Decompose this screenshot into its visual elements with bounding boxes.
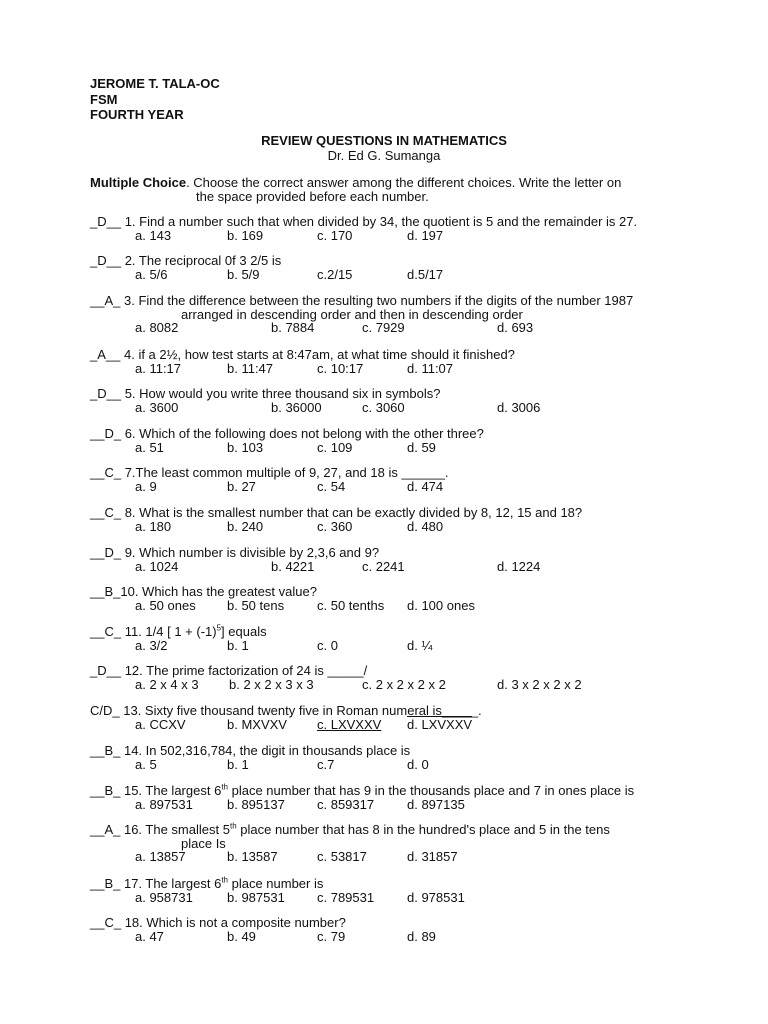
option-b: b. 987531 [227,889,285,905]
option-c: c.7 [317,756,335,772]
option-c: c.2/15 [317,266,353,282]
answer-blank: _D__ 2. [90,253,136,268]
option-d: d. LXVXXV [407,716,473,732]
option-c: c. 50 tenths [317,597,385,613]
document-title [0,133,768,163]
option-b: b. 169 [227,227,264,243]
option-a: a. 5 [135,756,157,772]
student-school: FSM [90,91,118,107]
question-stem [90,546,710,560]
question-stem [90,625,710,639]
question-text: Which has the greatest value? [138,584,317,599]
option-a: a. 2 x 4 x 3 [135,676,199,692]
question-text-cont: place Is [181,835,226,851]
answer-blank: __A_ 16. [90,822,143,837]
page-title: REVIEW QUESTIONS IN MATHEMATICS [261,133,507,148]
option-b: b. 240 [227,518,264,534]
question-17 [90,877,710,905]
option-d: d. 100 ones [407,597,475,613]
option-d: d. ¼ [407,637,433,653]
option-d: d. 3 x 2 x 2 x 2 [497,676,582,692]
superscript: th [221,782,228,792]
question-text: The prime factorization of 24 is _____/ [142,663,368,678]
option-d: d. 3006 [497,399,541,415]
question-text-cont: place number that has 8 in the hundred's place and 5 in the tens [236,822,610,837]
question-8 [90,506,710,534]
option-d: d. 897135 [407,796,465,812]
question-text-cont: place number that has 9 in the thousands place and 7 in ones place is [227,783,635,798]
option-c: c. 0 [317,637,338,653]
option-c: c. 360 [317,518,353,534]
option-b: b. 36000 [271,399,322,415]
option-c: c. 79 [317,928,346,944]
question-stem [90,784,710,798]
question-stem [90,664,710,678]
question-text: The least common multiple of 9, 27, and 18 is ______. [135,465,449,480]
answer-blank: _D__ 12. [90,663,143,678]
option-d: d. 1224 [497,558,541,574]
answer-options [90,520,710,534]
option-a: a. 11:17 [135,360,182,376]
option-d: d. 693 [497,320,534,335]
answer-blank: __B_ 17. [90,876,143,891]
option-c: c. 10:17 [317,360,364,376]
question-text: if a 2½, how test starts at 8:47am, at what time should it finished? [134,347,515,362]
answer-options [90,891,710,905]
option-c: c. 2241 [362,558,405,574]
answer-options [90,798,710,812]
option-b: b. 1 [227,756,249,772]
option-a: a. 3600 [135,399,179,415]
option-d: d.5/17 [407,266,444,282]
option-a: a. 958731 [135,889,193,905]
option-b: b. MXVXV [227,716,287,732]
answer-blank: __B_10. [90,584,139,599]
question-6 [90,427,710,455]
answer-blank: __C_ 11. [90,624,142,639]
option-b: b. 103 [227,439,264,455]
answer-options [90,401,710,415]
option-c: c. 7929 [362,320,405,335]
answer-options [90,229,710,243]
question-9 [90,546,710,574]
question-text-cont: place number is [227,876,324,891]
option-a: a. 51 [135,439,164,455]
option-a: a. 897531 [135,796,193,812]
question-text: In 502,316,784, the digit in thousands place is [142,743,411,758]
question-text: The largest 6 [142,783,222,798]
question-text: How would you write three thousand six in symbols? [135,386,441,401]
answer-options [90,441,710,455]
option-d: d. 480 [407,518,444,534]
superscript: th [229,821,237,831]
question-15 [90,784,710,812]
option-d: d. 59 [407,439,436,455]
question-text: The reciprocal 0f 3 2/5 is [135,253,282,268]
option-a: a. CCXV [135,716,186,732]
question-stem [90,466,710,480]
question-stem [90,744,710,758]
answer-blank: __C_ 18. [90,915,143,930]
option-c: c. 170 [317,227,353,243]
answer-blank: __D_ 6. [90,426,136,441]
instructions [90,176,690,204]
option-b: b. 11:47 [227,360,274,376]
answer-options [90,758,710,772]
question-stem [90,704,710,718]
answer-options [90,362,710,376]
instructions-text-cont: the space provided before each number. [196,189,429,204]
answer-options [90,560,710,574]
option-a: a. 5/6 [135,266,168,282]
option-b: b. 4221 [271,558,315,574]
answer-blank: __B_ 14. [90,743,143,758]
question-2 [90,254,710,282]
answer-blank: _D__ 1. [90,214,136,229]
question-text: Which number is divisible by 2,3,6 and 9? [135,545,380,560]
question-text: Which of the following does not belong with the other three? [135,426,484,441]
question-text: The largest 6 [142,876,222,891]
question-stem [90,387,710,401]
question-text: Find a number such that when divided by 34, the quotient is 5 and the remainder is 27. [135,214,638,229]
answer-blank: __A_ 3. [90,293,135,308]
option-b: b. 895137 [227,796,285,812]
student-name: JEROME T. TALA-OC [90,76,220,91]
question-12 [90,664,710,692]
option-c: c. 789531 [317,889,375,905]
option-a: a. 47 [135,928,164,944]
answer-blank: __B_ 15. [90,783,143,798]
student-year: FOURTH YEAR [90,107,184,122]
question-text-cont: arranged in descending order and then in descending order [181,306,523,322]
superscript: 5 [216,623,222,633]
answer-blank: __D_ 9. [90,545,136,560]
option-a: a. 180 [135,518,172,534]
answer-options [90,268,710,282]
option-c: c. LXVXXV [317,716,382,732]
question-stem [90,916,710,930]
option-b: b. 27 [227,478,256,494]
option-b: b. 50 tens [227,597,285,613]
question-text: What is the smallest number that can be exactly divided by 8, 12, 15 and 18? [135,505,583,520]
question-16 [90,823,710,864]
question-5 [90,387,710,415]
question-4 [90,348,710,376]
option-c: c. 3060 [362,399,405,415]
answer-options [90,718,710,732]
option-b: b. 5/9 [227,266,260,282]
question-stem [90,254,710,268]
question-14 [90,744,710,772]
question-18 [90,916,710,944]
option-a: a. 1024 [135,558,179,574]
option-b: b. 13587 [227,849,278,864]
question-3 [90,294,710,335]
option-d: d. 31857 [407,849,458,864]
question-stem [90,427,710,441]
option-b: b. 7884 [271,320,315,335]
answer-options [90,850,710,864]
question-stem [90,823,710,837]
answer-options [90,480,710,494]
option-b: b. 2 x 2 x 3 x 3 [229,676,314,692]
answer-blank: __C_ 7. [90,465,136,480]
answer-options [90,639,710,653]
question-7 [90,466,710,494]
option-d: d. 474 [407,478,444,494]
option-d: d. 0 [407,756,429,772]
question-13 [90,704,710,732]
answer-blank: _D__ 5. [90,386,136,401]
question-stem [90,294,710,308]
option-a: a. 50 ones [135,597,196,613]
question-stem [90,877,710,891]
option-b: b. 1 [227,637,249,653]
option-b: b. 49 [227,928,256,944]
student-header [90,76,220,123]
question-text: 1/4 [ 1 + (-1) [141,624,217,639]
option-a: a. 13857 [135,849,186,864]
option-a: a. 8082 [135,320,179,335]
superscript: th [221,875,228,885]
question-10 [90,585,710,613]
option-c: c. 859317 [317,796,375,812]
option-d: d. 89 [407,928,436,944]
answer-blank: __C_ 8. [90,505,136,520]
option-c: c. 54 [317,478,346,494]
answer-blank: C/D_ 13. [90,703,142,718]
option-c: c. 109 [317,439,353,455]
option-a: a. 3/2 [135,637,168,653]
instructions-text: . Choose the correct answer among the different choices. Write the letter on [186,175,622,190]
answer-blank: _A__ 4. [90,347,135,362]
question-text: Find the difference between the resulting two numbers if the digits of the number 1987 [134,293,634,308]
question-stem [90,215,710,229]
instructions-label: Multiple Choice [90,175,187,190]
option-d: d. 197 [407,227,444,243]
question-text: The smallest 5 [142,822,230,837]
option-a: a. 9 [135,478,157,494]
option-c: c. 53817 [317,849,367,864]
option-d: d. 978531 [407,889,465,905]
question-11 [90,625,710,653]
question-1 [90,215,710,243]
question-text: Which is not a composite number? [142,915,346,930]
question-text: Sixty five thousand twenty five in Roman numeral is_____. [141,703,482,718]
question-stem [90,585,710,599]
author-line: Dr. Ed G. Sumanga [327,148,441,163]
answer-options [90,930,710,944]
question-text-cont: ] equals [221,624,267,639]
option-a: a. 143 [135,227,172,243]
option-c: c. 2 x 2 x 2 x 2 [362,676,446,692]
question-stem [90,506,710,520]
answer-options [90,678,710,692]
answer-options [90,321,710,335]
answer-options [90,599,710,613]
option-d: d. 11:07 [407,360,454,376]
question-stem [90,348,710,362]
